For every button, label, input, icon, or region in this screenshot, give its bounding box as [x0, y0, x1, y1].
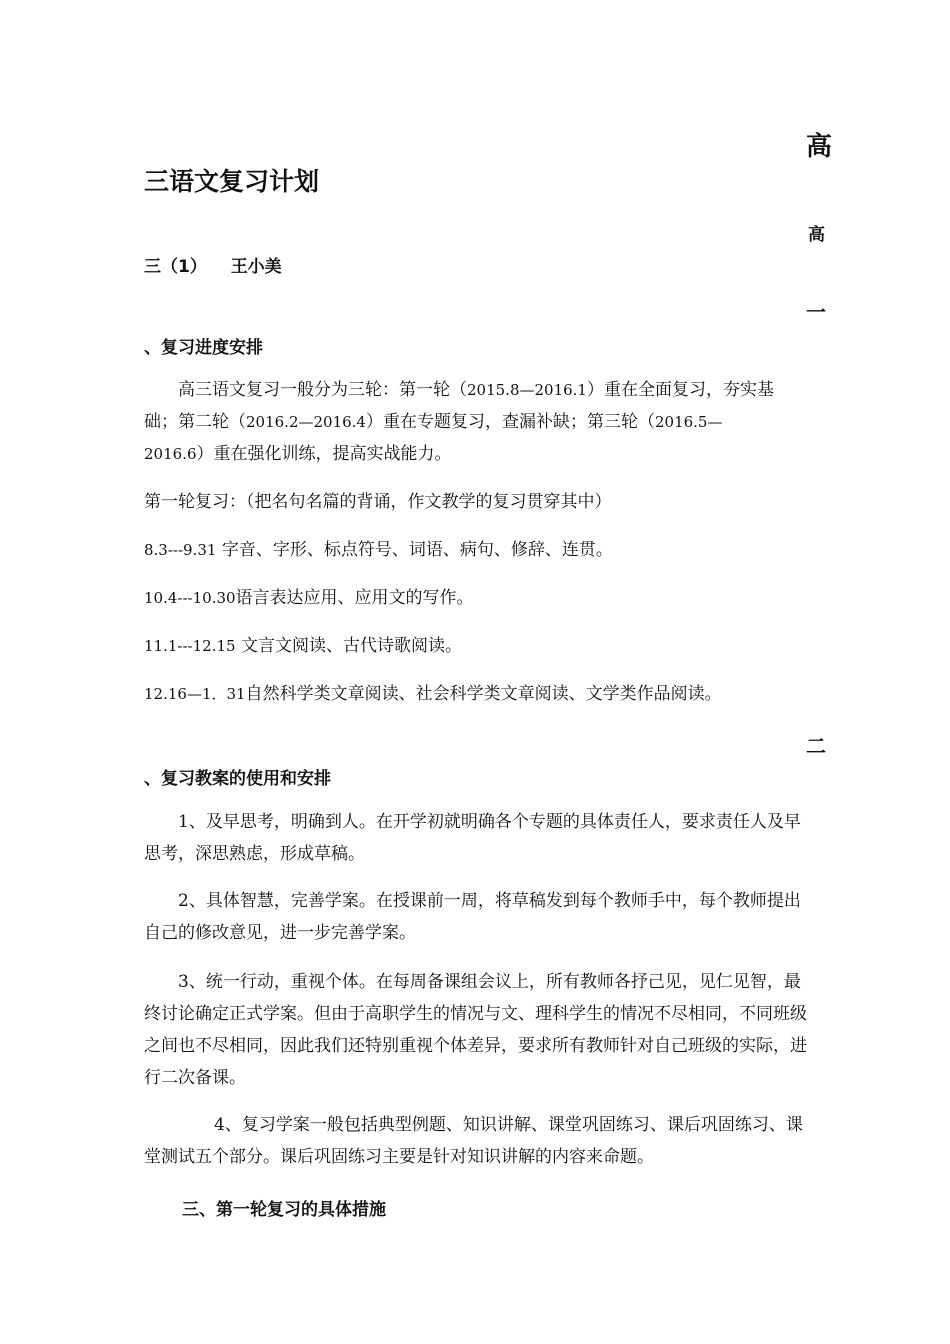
page-title: 三语文复习计划 — [144, 167, 320, 196]
section2-heading: 、复习教案的使用和安排 — [144, 769, 331, 789]
plan-item-number: 4 — [214, 1115, 225, 1135]
margin-char-gao-small: 高 — [808, 225, 825, 245]
first-round-label: 第一轮复习：（把名句名篇的背诵，作文教学的复习贯穿其中） — [144, 492, 612, 512]
section1-heading: 、复习进度安排 — [144, 338, 263, 358]
plan-item-text: 、复习学案一般包括典型例题、知识讲解、课堂巩固练习、课后巩固练习、课堂测试五个部分。课后巩固练习主要是针对知识讲解的内容来命题。 — [144, 1115, 803, 1167]
margin-char-two: 二 — [806, 734, 826, 758]
plan-item — [144, 806, 808, 870]
plan-item-text: 、统一行动，重视个体。在每周备课组会议上，所有教师各抒己见，见仁见智，最终讨论确定正式学案。但由于高职学生的情况与文、理科学生的情况不尽相同，不同班级之间也不尽相同，因此我们还特别重视个体差异，要求所有教师针对自己班级的实际，进行二次备课。 — [144, 972, 807, 1088]
author-line — [144, 252, 282, 277]
plan-item-text: 、及早思考，明确到人。在开学初就明确各个专题的具体责任人，要求责任人及早思考，深思熟虑，形成草稿。 — [144, 812, 801, 864]
schedule-dates: 11.1---12.15 — [144, 637, 236, 655]
schedule-item — [144, 534, 613, 566]
intro-line-2 — [144, 406, 722, 438]
margin-char-gao-large: 高 — [806, 132, 833, 162]
class-label: 三（1） — [144, 257, 207, 277]
margin-char-one: 一 — [806, 300, 826, 324]
intro-text-3b: ）重在强化训练，提高实战能力。 — [196, 444, 452, 464]
intro-date-3b: 2016.6 — [144, 445, 197, 463]
plan-item — [144, 1109, 808, 1173]
plan-item-number: 1 — [178, 812, 189, 832]
intro-line-3 — [144, 438, 452, 470]
schedule-content: 字音、字形、标点符号、词语、病句、修辞、连贯。 — [216, 540, 613, 560]
intro-text-2a: 础；第二轮（ — [144, 412, 246, 432]
schedule-item — [144, 630, 462, 662]
plan-item — [144, 885, 808, 949]
intro-text-1a: 高三语文复习一般分为三轮：第一轮（ — [178, 380, 467, 400]
intro-text-1b: ）重在全面复习，夯实基 — [586, 380, 774, 400]
author-name: 王小美 — [230, 257, 282, 277]
section3-heading: 三、第一轮复习的具体措施 — [182, 1200, 386, 1220]
plan-item — [144, 966, 808, 1094]
intro-date-2: 2016.2—2016.4 — [246, 413, 366, 431]
intro-date-1: 2015.8—2016.1 — [467, 381, 587, 399]
schedule-dates: 8.3---9.31 — [144, 541, 217, 559]
schedule-dates: 12.16—1．31 — [144, 685, 246, 703]
schedule-content: 自然科学类文章阅读、社会科学类文章阅读、文学类作品阅读。 — [245, 684, 722, 704]
schedule-content: 语言表达应用、应用文的写作。 — [235, 588, 474, 608]
intro-text-2b: ）重在专题复习，查漏补缺；第三轮（ — [365, 412, 655, 432]
intro-line-1 — [178, 374, 774, 406]
schedule-content: 文言文阅读、古代诗歌阅读。 — [235, 636, 462, 656]
schedule-dates: 10.4---10.30 — [144, 589, 236, 607]
plan-item-number: 3 — [178, 972, 189, 992]
plan-item-number: 2 — [178, 891, 189, 911]
schedule-item — [144, 678, 722, 710]
intro-date-3a: 2016.5— — [654, 413, 723, 431]
plan-item-text: 、具体智慧，完善学案。在授课前一周，将草稿发到每个教师手中，每个教师提出自己的修改意见，进一步完善学案。 — [144, 891, 801, 943]
schedule-item — [144, 582, 474, 614]
